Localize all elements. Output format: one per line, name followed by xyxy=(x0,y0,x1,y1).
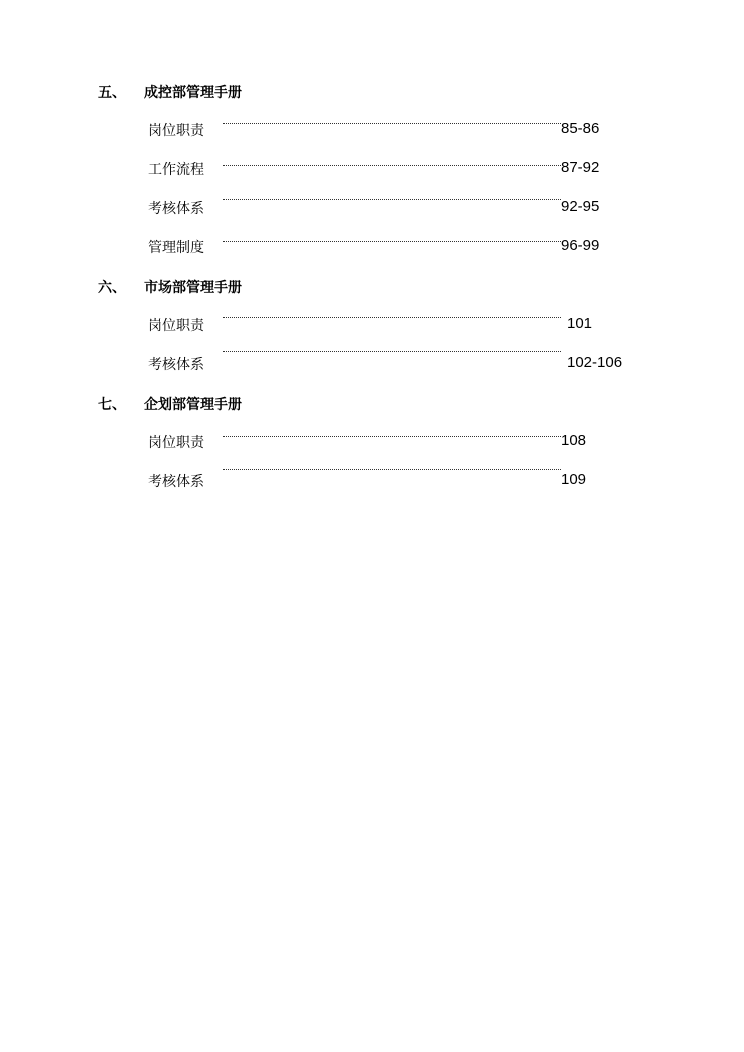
toc-entry-page: 102-106 xyxy=(567,354,623,371)
toc-entry-page: 109 xyxy=(561,471,587,488)
dot-leader xyxy=(223,165,561,166)
section-heading-7 xyxy=(98,394,242,414)
toc-entry-label: 考核体系 xyxy=(148,357,204,373)
dot-leader xyxy=(223,199,561,200)
section-number: 五、 xyxy=(98,85,126,101)
toc-entry-page: 92-95 xyxy=(561,198,600,215)
toc-entry-page: 85-86 xyxy=(561,120,600,137)
dot-leader xyxy=(223,469,561,470)
dot-leader xyxy=(223,436,561,437)
section-number: 七、 xyxy=(98,397,126,413)
toc-entry-label: 岗位职责 xyxy=(148,123,204,139)
section-number: 六、 xyxy=(98,280,126,296)
toc-entry-page: 101 xyxy=(567,315,593,332)
toc-entry-label: 岗位职责 xyxy=(148,318,204,334)
dot-leader xyxy=(223,351,561,352)
toc-entry-label: 管理制度 xyxy=(148,240,204,256)
toc-entry-label: 考核体系 xyxy=(148,201,204,217)
dot-leader xyxy=(223,317,561,318)
toc-entry-page: 96-99 xyxy=(561,237,600,254)
section-title: 企划部管理手册 xyxy=(144,397,242,413)
section-title: 市场部管理手册 xyxy=(144,280,242,296)
dot-leader xyxy=(223,241,561,242)
toc-entry-page: 87-92 xyxy=(561,159,600,176)
section-heading-6 xyxy=(98,277,242,297)
toc-entry-page: 108 xyxy=(561,432,587,449)
dot-leader xyxy=(223,123,561,124)
section-title: 成控部管理手册 xyxy=(144,85,242,101)
section-heading-5 xyxy=(98,82,242,102)
toc-entry-label: 工作流程 xyxy=(148,162,204,178)
toc-entry-label: 岗位职责 xyxy=(148,435,204,451)
toc-entry-label: 考核体系 xyxy=(148,474,204,490)
